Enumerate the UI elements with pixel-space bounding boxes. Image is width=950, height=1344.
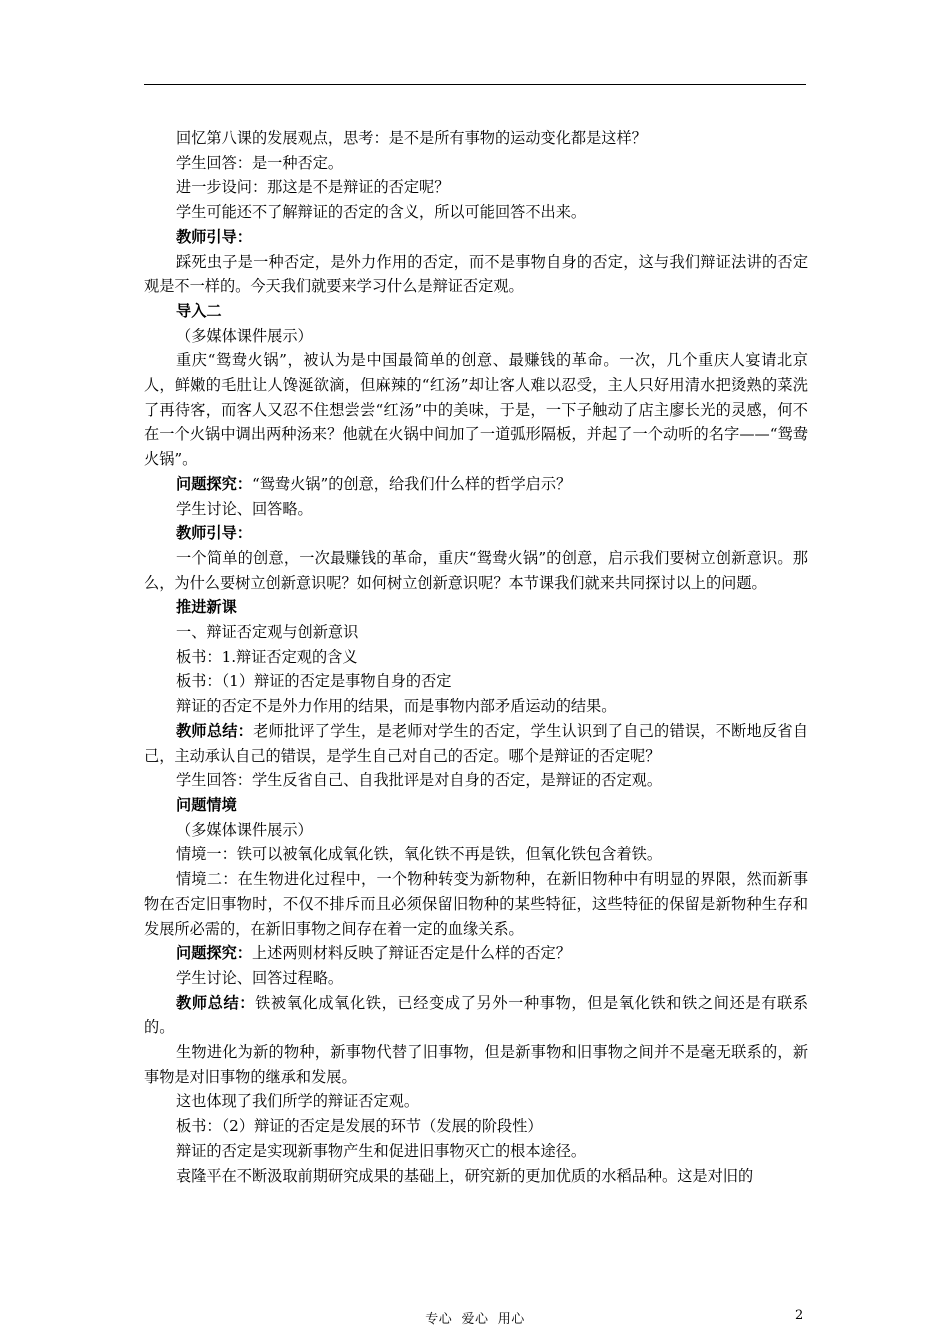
paragraph: （多媒体课件展示）: [176, 820, 313, 839]
paragraph: 生物进化为新的物种，新事物代替了旧事物，但是新事物和旧事物之间并不是毫无联系的，新事物是对旧事物的继承和发展。: [144, 1043, 808, 1086]
paragraph: 情境二：在生物进化过程中，一个物种转变为新物种，在新旧物种中有明显的界限，然而新事物在否定旧事物时，不仅不排斥而且必须保留旧物种的某些特征，这些特征的保留是新物种生存和发展所必需的，在新旧事物之间存在着一定的血缘关系。: [144, 870, 808, 938]
paragraph: 学生回答：是一种否定。: [176, 153, 344, 172]
paragraph: [144, 941, 808, 966]
paragraph-lead: 问题探究：: [176, 474, 252, 493]
section-heading: 问题情境: [176, 795, 237, 814]
paragraph: 踩死虫子是一种否定，是外力作用的否定，而不是事物自身的否定，这与我们辩证法讲的否定观是不一样的。今天我们就要来学习什么是辩证否定观。: [144, 252, 808, 296]
paragraph: 辩证的否定不是外力作用的结果，而是事物内部矛盾运动的结果。: [176, 697, 617, 716]
section-heading: 导入二: [176, 301, 222, 320]
paragraph: 袁隆平在不断汲取前期研究成果的基础上，研究新的更加优质的水稻品种。这是对旧的: [176, 1166, 754, 1185]
section-heading: 教师引导：: [176, 524, 252, 543]
footer-slogan: 专心 爱心 用心: [425, 1312, 525, 1327]
paragraph: [144, 719, 808, 768]
page-number: 2: [795, 1308, 804, 1323]
paragraph: [144, 472, 808, 497]
paragraph: 一个简单的创意，一次最赚钱的革命，重庆“鸳鸯火锅”的创意，启示我们要树立创新意识。那么，为什么要树立创新意识呢？如何树立创新意识呢？本节课我们就来共同探讨以上的问题。: [144, 548, 808, 592]
paragraph-lead: 教师总结：: [176, 993, 256, 1012]
paragraph: 学生讨论、回答过程略。: [176, 968, 344, 987]
paragraph: 板书：1.辩证否定观的含义: [176, 647, 358, 666]
paragraph: 情境一：铁可以被氧化成氧化铁，氧化铁不再是铁，但氧化铁包含着铁。: [176, 845, 662, 864]
paragraph-text: “鸳鸯火锅”的创意，给我们什么样的哲学启示？: [251, 474, 572, 493]
paragraph-text: 老师批评了学生，是老师对学生的否定，学生认识到了自己的错误，不断地反省自己，主动承认自己的错误，是学生自己对自己的否定。哪个是辩证的否定呢？: [144, 721, 809, 765]
paragraph: 辩证的否定是实现新事物产生和促进旧事物灭亡的根本途径。: [176, 1141, 587, 1160]
paragraph: 这也体现了我们所学的辩证否定观。: [176, 1092, 419, 1111]
paragraph: 板书：（1）辩证的否定是事物自身的否定: [176, 672, 452, 691]
paragraph: 重庆“鸳鸯火锅”，被认为是中国最简单的创意、最赚钱的革命。一次，几个重庆人宴请北京人，鲜嫩的毛肚让人馋涎欲滴，但麻辣的“红汤”却让客人难以忍受，主人只好用清水把烫熟的菜洗了再待客，而客人又忍不住想尝尝“红汤”中的美味，于是，一下子触动了店主廖长光的灵感，何不在一个火锅中调出两种汤来？他就在火锅中间加了一道弧形隔板，并起了一个动听的名字——“鸳鸯火锅”。: [144, 351, 808, 469]
paragraph: 一、辩证否定观与创新意识: [176, 623, 359, 642]
paragraph: 学生可能还不了解辩证的否定的含义，所以可能回答不出来。: [176, 203, 587, 222]
paragraph: [144, 991, 808, 1040]
paragraph-lead: 教师总结：: [176, 721, 254, 740]
document-body: [144, 126, 808, 1188]
paragraph-text: 铁被氧化成氧化铁，已经变成了另外一种事物，但是氧化铁和铁之间还是有联系的。: [144, 993, 809, 1037]
paragraph-lead: 问题探究：: [176, 944, 252, 963]
paragraph: 学生回答：学生反省自己、自我批评是对自身的否定，是辩证的否定观。: [176, 771, 662, 790]
paragraph: 回忆第八课的发展观点，思考：是不是所有事物的运动变化都是这样？: [176, 129, 647, 147]
paragraph: （多媒体课件展示）: [176, 326, 313, 345]
paragraph: 学生讨论、回答略。: [176, 499, 313, 518]
paragraph-text: 上述两则材料反映了辩证否定是什么样的否定？: [251, 944, 571, 963]
section-heading: 推进新课: [176, 598, 237, 617]
paragraph: 板书：（2）辩证的否定是发展的环节（发展的阶段性）: [176, 1117, 543, 1136]
paragraph: 进一步设问：那这是不是辩证的否定呢？: [176, 178, 450, 197]
section-heading: 教师引导：: [176, 227, 252, 246]
header-rule: [144, 84, 806, 85]
